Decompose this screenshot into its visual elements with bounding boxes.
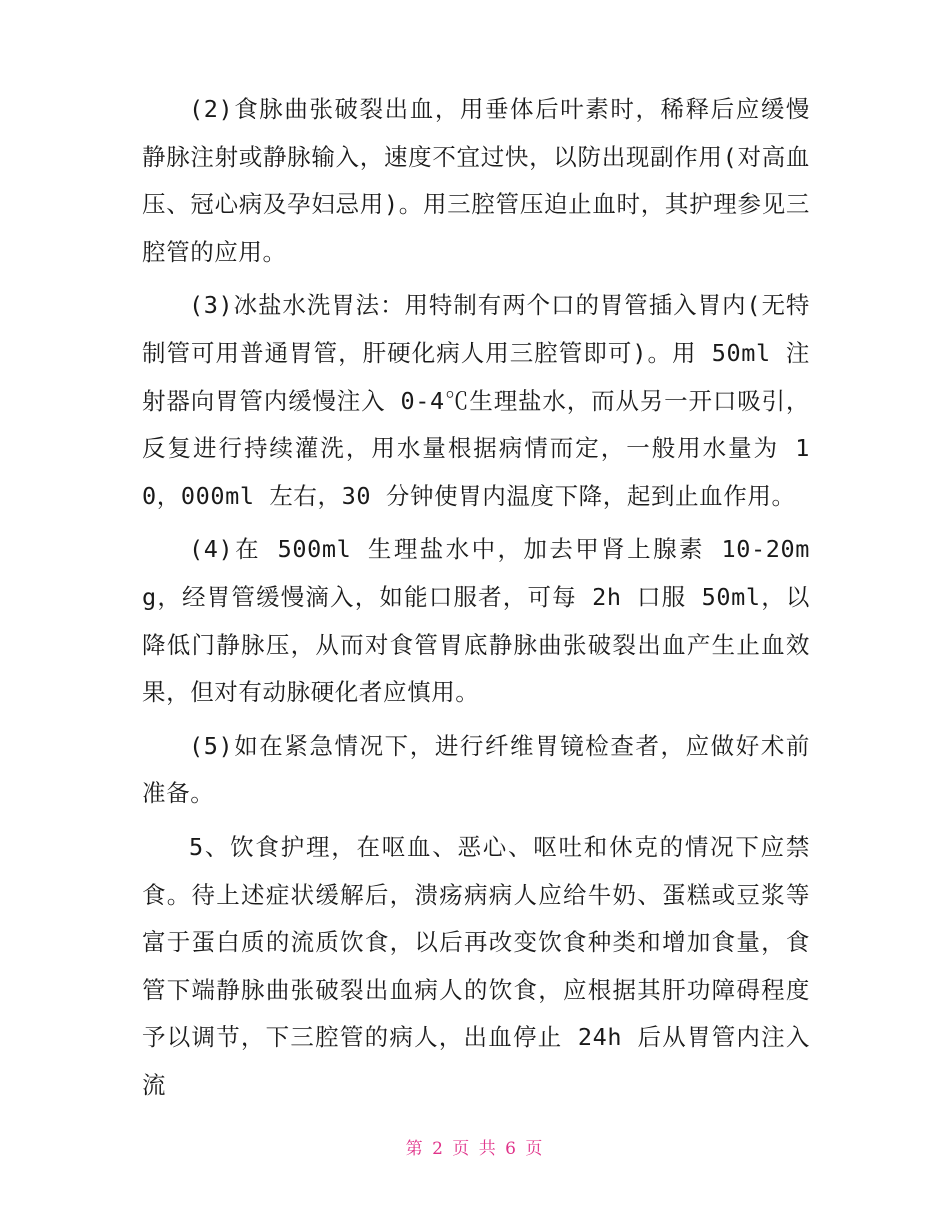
page-number-footer: 第 2 页 共 6 页 xyxy=(405,1139,545,1159)
paragraph-5-gastroscopy: (5)如在紧急情况下，进行纤维胃镜检查者，应做好术前准备。 xyxy=(142,731,810,808)
paragraph-2-vasopressin: (2)食脉曲张破裂出血，用垂体后叶素时，稀释后应缓慢静脉注射或静脉输入，速度不宜过快，以防出现副作用(对高血压、冠心病及孕妇忌用)。用三腔管压迫止血时，其护理参见三腔管的应用。 xyxy=(142,95,810,266)
paragraph-3-ice-saline-lavage: (3)冰盐水洗胃法：用特制有两个口的胃管插入胃内(无特制管可用普通胃管，肝硬化病人用三腔管即可)。用 50ml 注射器向胃管内缓慢注入 0-4℃生理盐水，而从另一开口吸引，反复进行持续灌洗，用水量根据病情而定，一般用水量为 10，000ml 左右，30 分钟使胃内温度下降，起到止血作用。 xyxy=(142,291,810,510)
paragraph-diet-care: 5、饮食护理，在呕血、恶心、呕吐和休克的情况下应禁食。待上述症状缓解后，溃疡病病人应给牛奶、蛋糕或豆浆等富于蛋白质的流质饮食，以后再改变饮食种类和增加食量，食管下端静脉曲张破裂出血病人的饮食，应根据其肝功障碍程度予以调节，下三腔管的病人，出血停止 24h 后从胃管内注入流 xyxy=(142,832,810,1099)
paragraph-4-norepinephrine: (4)在 500ml 生理盐水中，加去甲肾上腺素 10-20mg，经胃管缓慢滴入，如能口服者，可每 2h 口服 50ml，以降低门静脉压，从而对食管胃底静脉曲张破裂出血产生止血效果，但对有动脉硬化者应慎用。 xyxy=(142,535,810,707)
document-body xyxy=(142,86,810,1115)
